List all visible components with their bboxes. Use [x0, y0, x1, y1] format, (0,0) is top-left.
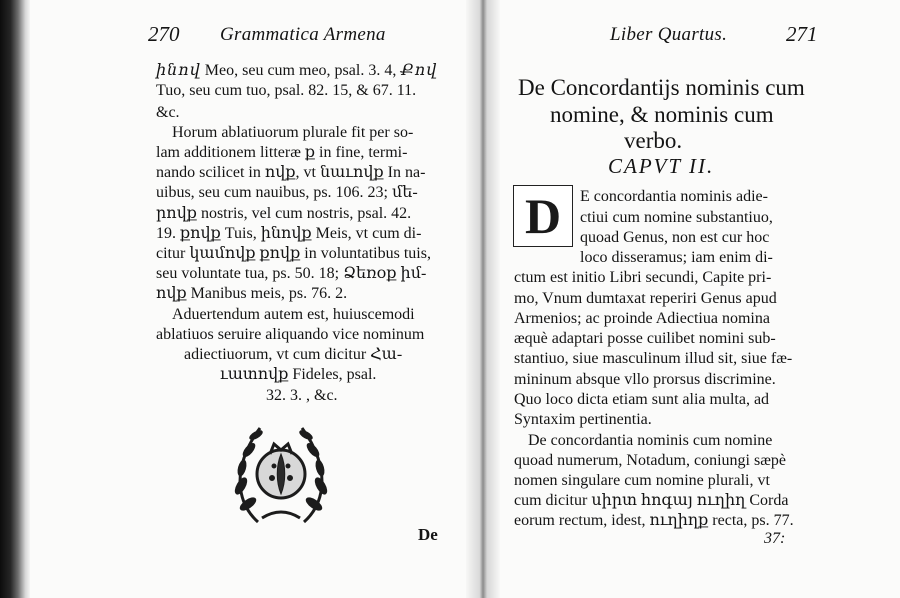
text-line: mo, Vnum dumtaxat reperiri Genus apud: [514, 290, 777, 307]
left-running-head: Grammatica Armena: [220, 24, 386, 45]
text-line: æquè adaptari posse cuilibet nomini sub-: [514, 330, 776, 347]
text-line: 19. քովք Tuis, ինովք Meis, vt cum di-: [156, 225, 422, 242]
chapter-title-line-1: De Concordantijs nominis cum: [518, 75, 805, 100]
text-line: eorum rectum, idest, ուղիղք recta, ps. 77.: [514, 512, 794, 529]
text-line: uibus, seu cum nauibus, ps. 106. 23; մե-: [156, 184, 418, 201]
text-line: Syntaxim pertinentia.: [514, 411, 652, 428]
caput-heading: CAPVT II.: [608, 154, 715, 178]
text-line: E concordantia nominis adie-: [580, 188, 768, 205]
text-line: Tuo, seu cum tuo, psal. 82. 15, & 67. 11.: [156, 82, 417, 99]
text-line: citur կամովք քովք in voluntatibus tuis,: [156, 245, 431, 262]
text-line: ինով Meo, seu cum meo, psal. 3. 4, Քով: [156, 62, 438, 79]
text-line: &c.: [156, 104, 180, 121]
decorated-initial: [513, 185, 573, 247]
signature-mark: 37:: [764, 530, 786, 547]
right-page-number: 271: [786, 22, 818, 46]
right-page: [500, 0, 900, 598]
decorated-initial-letter: D: [524, 188, 562, 244]
catchword: De: [418, 525, 438, 544]
text-line: quoad numerum, Notadum, coniungi sæpè: [514, 452, 786, 469]
text-line: Horum ablatiuorum plurale fit per so-: [172, 124, 414, 141]
right-running-head: Liber Quartus.: [610, 24, 728, 45]
text-line: mininum absque vllo prorsus discrimine.: [514, 371, 776, 388]
left-page-number: 270: [148, 22, 180, 46]
text-line: Aduertendum autem est, huiuscemodi: [172, 306, 415, 323]
text-line: 32. 3. , &c.: [266, 387, 338, 404]
text-line: De concordantia nominis cum nomine: [528, 432, 773, 449]
pomegranate-wreath-icon: [218, 418, 344, 528]
text-line: stantiuo, siue masculinum illud sit, siue fæ-: [514, 350, 793, 367]
chapter-title-line-2: nomine, & nominis cum: [550, 102, 774, 127]
text-line: nando scilicet in ովք, vt նաւովք In na-: [156, 164, 426, 181]
chapter-title-line-3: verbo.: [624, 128, 683, 153]
text-line: quoad Genus, non est cur hoc: [580, 229, 770, 246]
text-line: ctiui cum nomine substantiuo,: [580, 209, 773, 226]
text-line: րովք nostris, vel cum nostris, psal. 42.: [156, 205, 412, 222]
text-line: lam additionem litteræ ք in fine, termi-: [156, 144, 408, 161]
text-line: adiectiuorum, vt cum dicitur Հա-: [184, 346, 403, 363]
text-line: loco disseramus; iam enim di-: [580, 249, 773, 266]
text-line: nomen singulare cum nomine plurali, vt: [514, 472, 770, 489]
text-line: ւատովք Fideles, psal.: [220, 366, 377, 383]
book-binding-edge: [0, 0, 30, 598]
text-line: ովք Manibus meis, ps. 76. 2.: [156, 285, 348, 302]
text-line: ablatiuos seruire aliquando vice nominum: [156, 326, 425, 343]
text-line: seu voluntate tua, ps. 50. 18; Ձեռօք իմ-: [156, 265, 427, 282]
text-line: ctum est initio Libri secundi, Capite pri-: [514, 269, 772, 286]
text-line: cum dicitur սիրտ հոգայ ուղիղ Corda: [514, 492, 789, 509]
text-line: Quo loco dicta etiam sunt alia multa, ad: [514, 391, 770, 408]
text-line: Armenios; ac proinde Adiectiua nomina: [514, 310, 770, 327]
left-page: [30, 0, 466, 598]
book-gutter: [466, 0, 500, 598]
